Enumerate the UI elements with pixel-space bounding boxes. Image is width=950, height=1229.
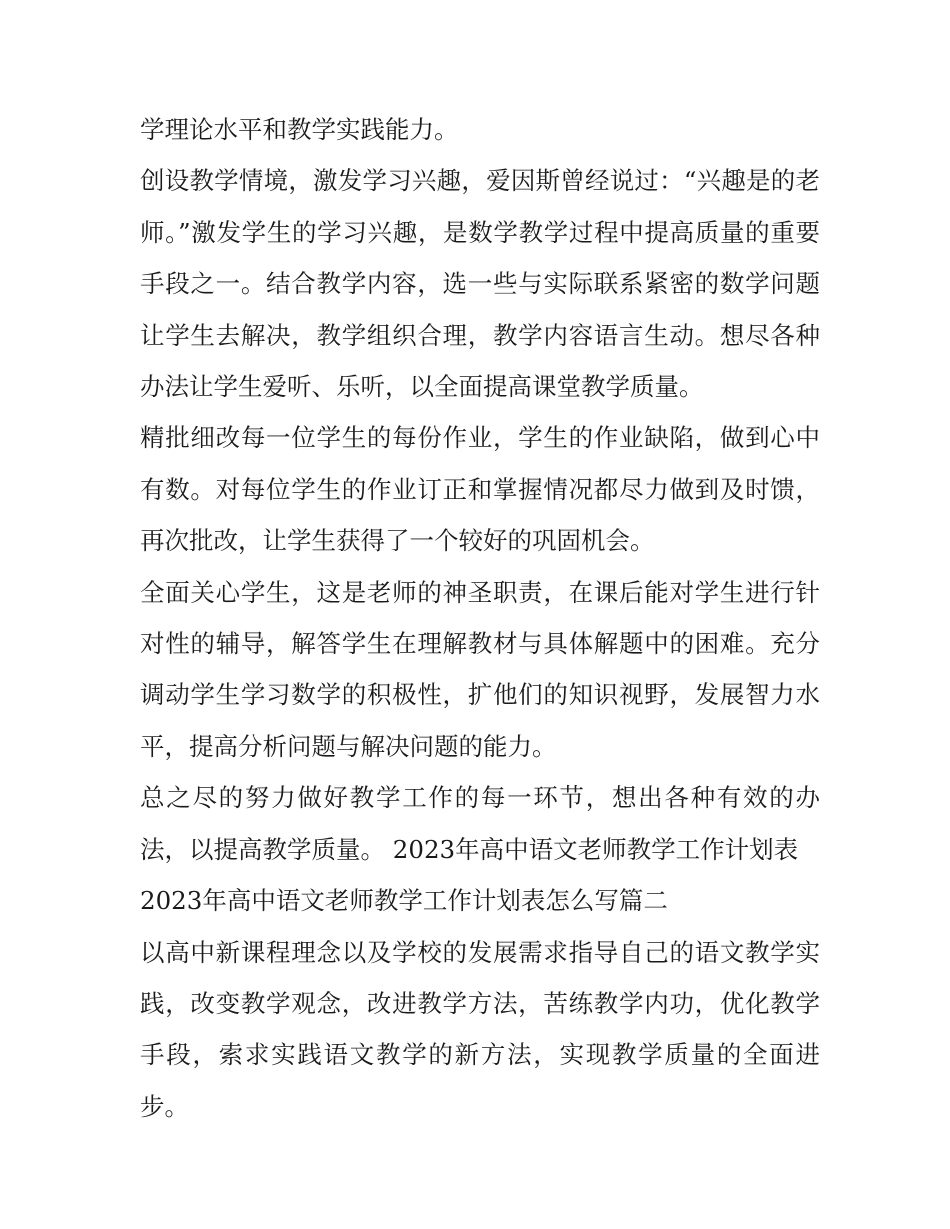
paragraph-4: 全面关心学生，这是老师的神圣职责，在课后能对学生进行针对性的辅导，解答学生在理解教材与具体解题中的困难。充分调动学生学习数学的积极性，扩他们的知识视野，发展智力水平，提高分析问题与解决问题的能力。 [140, 577, 820, 761]
paragraph-2: 创设教学情境，激发学习兴趣，爱因斯曾经说过：“兴趣是的老师。”激发学生的学习兴趣，是数学教学过程中提高质量的重要手段之一。结合教学内容，选一些与实际联系紧密的数学问题让学生去解决，教学组织合理，教学内容语言生动。想尽各种办法让学生爱听、乐听，以全面提高课堂教学质量。 [140, 166, 820, 402]
paragraph-1: 学理论水平和教学实践能力。 [140, 115, 459, 144]
paragraph-6: 以高中新课程理念以及学校的发展需求指导自己的语文教学实践，改变教学观念，改进教学方法，苦练教学内功，优化教学手段，索求实践语文教学的新方法，实现教学质量的全面进步。 [140, 937, 820, 1121]
paragraph-5: 总之尽的努力做好教学工作的每一环节，想出各种有效的办法，以提高教学质量。 2023年高中语文老师教学工作计划表 [140, 783, 820, 864]
paragraph-3: 精批细改每一位学生的每份作业，学生的作业缺陷，做到心中有数。对每位学生的作业订正和掌握情况都尽力做到及时馈，再次批改，让学生获得了一个较好的巩固机会。 [140, 423, 820, 556]
section-heading: 2023年高中语文老师教学工作计划表怎么写篇二 [140, 886, 668, 916]
document-body [140, 104, 820, 1132]
